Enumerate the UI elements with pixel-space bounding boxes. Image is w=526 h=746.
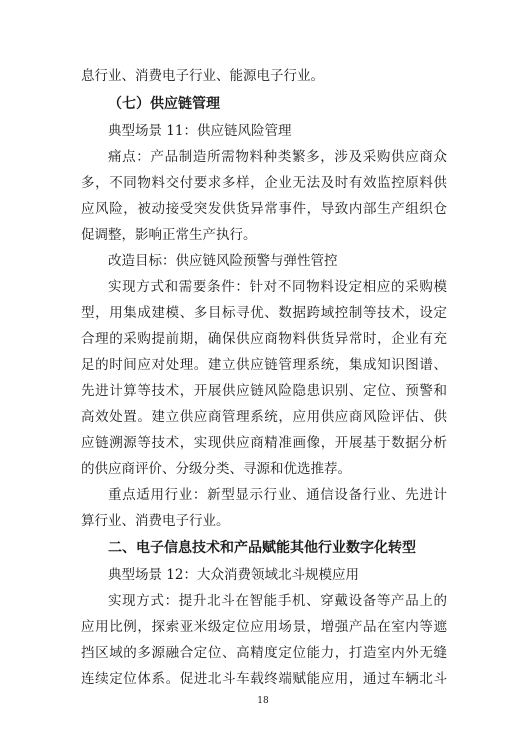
section-heading-supply-chain: （七）供应链管理	[108, 96, 220, 112]
text-line-1: 息行业、消费电子行业、能源电子行业。	[81, 68, 324, 84]
text-line-pain-3: 应风险，被动接受突发供货异常事件，导致内部生产组织仓	[81, 201, 447, 217]
text-line-industry-2: 算行业、消费电子行业。	[81, 513, 230, 529]
text-line-beidou-2: 应用比例，探索亚米级定位应用场景，增强产品在室内等遮	[81, 619, 447, 635]
text-line-method-2: 型，用集成建模、多目标寻优、数据跨域控制等技术，设定	[81, 305, 447, 321]
text-line-method-5: 先进计算等技术，开展供应链风险隐患识别、定位、预警和	[81, 383, 447, 399]
text-line-method-3: 合理的采购提前期，确保供应商物料供货异常时，企业有充	[81, 331, 447, 347]
text-line-goal: 改造目标：供应链风险预警与弹性管控	[108, 253, 338, 269]
text-line-pain-2: 多，不同物料交付要求多样，企业无法及时有效监控原料供	[81, 175, 447, 191]
text-line-pain-4: 促调整，影响正常生产执行。	[81, 227, 257, 243]
text-line-beidou-1: 实现方式：提升北斗在智能手机、穿戴设备等产品上的	[108, 593, 447, 609]
text-line-method-1: 实现方式和需要条件：针对不同物料设定相应的采购模	[108, 279, 447, 295]
text-line-pain-1: 痛点：产品制造所需物料种类繁多，涉及采购供应商众	[108, 149, 447, 165]
section-heading-2: 二、电子信息技术和产品赋能其他行业数字化转型	[108, 540, 416, 556]
text-line-method-7: 应链溯源等技术，实现供应商精准画像，开展基于数据分析	[81, 435, 447, 451]
text-line-method-4: 足的时间应对处理。建立供应链管理系统，集成知识图谱、	[81, 357, 447, 373]
text-line-industry-1: 重点适用行业：新型显示行业、通信设备行业、先进计	[108, 487, 447, 503]
page-number: 18	[257, 696, 269, 706]
text-line-method-6: 高效处置。建立供应商管理系统，应用供应商风险评估、供	[81, 409, 447, 425]
text-line-method-8: 的供应商评价、分级分类、寻源和优选推荐。	[81, 461, 351, 477]
text-line-beidou-3: 挡区域的多源融合定位、高精度定位能力，打造室内外无缝	[81, 645, 447, 661]
text-line-beidou-4: 连续定位体系。促进北斗车载终端赋能应用，通过车辆北斗	[81, 671, 447, 687]
scenario-title-12: 典型场景 12：大众消费领域北斗规模应用	[108, 567, 359, 583]
scenario-title-11: 典型场景 11：供应链风险管理	[108, 123, 292, 139]
